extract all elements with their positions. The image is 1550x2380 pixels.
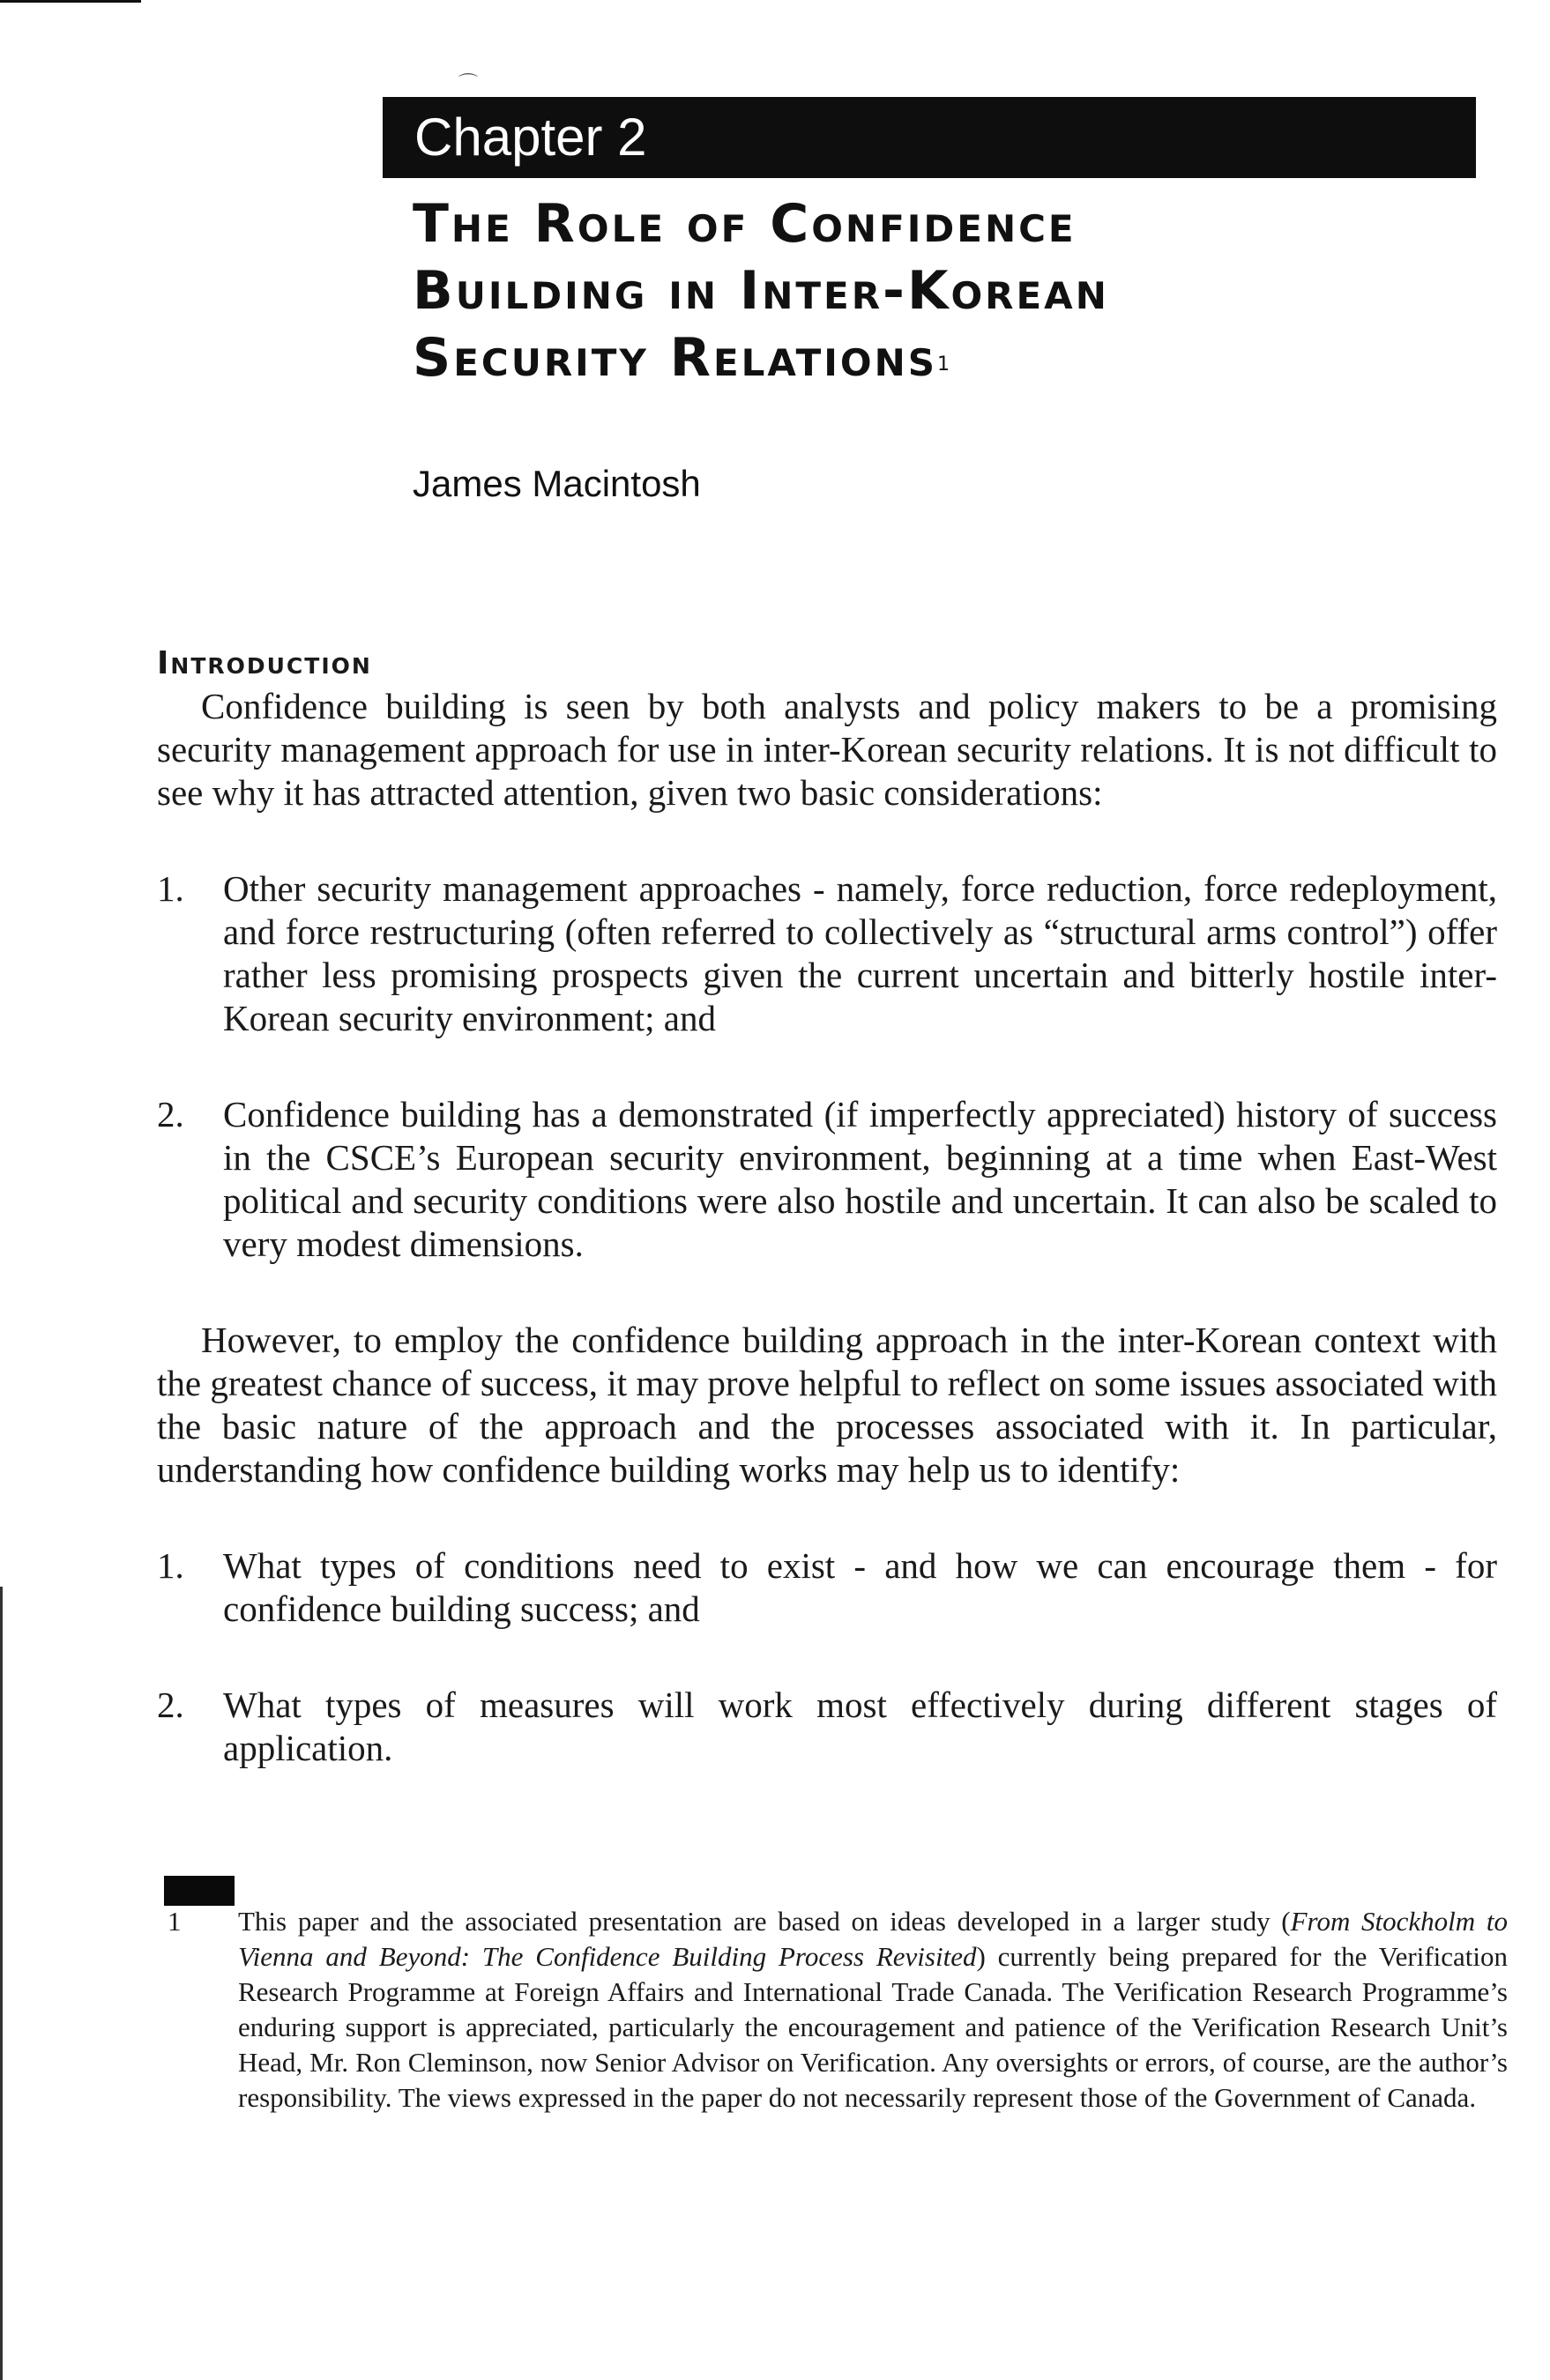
list-item-text: What types of conditions need to exist - and how we can encourage them - for confidence building success; and — [223, 1545, 1497, 1629]
footnote-number: 1 — [168, 1906, 182, 1937]
footnote-text-after: ) currently being prepared for the Verification Research Programme at Foreign Affairs and International Trade Canada. The Verification Research Programme’s enduring support is appreciated, particularly the encouragement and patience of the Verification Research Unit’s Head, Mr. Ron Cleminson, now Senior Advisor on Verification. Any oversights or errors, of course, are the author’s responsibility. The views expressed in the paper do not necessarily represent those of the Government of Canada. — [238, 1941, 1508, 2113]
intro-paragraph-1: Confidence building is seen by both analysts and policy makers to be a promising security management approach for use in inter-Korean security relations. It is not difficult to see why it has attracted attention, given two basic considerations: — [157, 686, 1497, 813]
title-line-3 — [413, 324, 1471, 391]
list-item-number: 1. — [157, 868, 184, 909]
title-line-3-text: Security Relations — [413, 327, 938, 389]
footnote-marker-bar — [164, 1876, 235, 1906]
list-item — [157, 867, 1497, 1040]
identify-list — [157, 1544, 1497, 1770]
title-line-2: Building in Inter-Korean — [413, 260, 1109, 322]
considerations-list — [157, 867, 1497, 1266]
title-footnote-ref[interactable]: 1 — [937, 353, 953, 376]
author-name: James Macintosh — [413, 463, 701, 504]
list-item-text: What types of measures will work most effectively during different stages of application. — [223, 1685, 1497, 1768]
list-item — [157, 1684, 1497, 1770]
scan-left-edge — [0, 1587, 3, 2380]
list-item — [157, 1093, 1497, 1266]
section-heading: Introduction — [157, 645, 372, 681]
scan-top-rule — [0, 0, 141, 3]
footnote-text — [238, 1904, 1508, 2116]
list-item-text: Confidence building has a demonstrated (if imperfectly appreciated) history of success in the CSCE’s European security environment, beginning at a time when East-West political and security conditions were also hostile and uncertain. It can also be scaled to very modest dimensions. — [223, 1094, 1497, 1264]
list-item-number: 2. — [157, 1094, 184, 1134]
list-item-number: 2. — [157, 1685, 184, 1725]
footnote-text-before: This paper and the associated presentation are based on ideas developed in a larger study ( — [238, 1906, 1291, 1937]
chapter-title — [413, 190, 1471, 391]
footnote-italic-title: From Stockholm to Vienna and Beyond: The Confidence Building Process Revisited — [238, 1906, 1508, 1972]
list-item-number: 1. — [157, 1545, 184, 1586]
list-item-text: Other security management approaches - namely, force reduction, force redeployment, and force restructuring (often referred to collectively as “structural arms control”) offer rather less promising prospects given the current uncertain and bitterly hostile inter-Korean security environment; and — [223, 868, 1497, 1038]
list-item — [157, 1544, 1497, 1631]
title-line-1: The Role of Confidence — [413, 193, 1077, 255]
scan-mark: ⌒ — [458, 73, 479, 95]
main-text — [157, 642, 1497, 1770]
footnote — [168, 1904, 1508, 2116]
chapter-label: Chapter 2 — [383, 97, 1476, 178]
intro-paragraph-2: However, to employ the confidence building approach in the inter-Korean context with the greatest chance of success, it may prove helpful to reflect on some issues associated with the basic nature of the approach and the processes associated with it. In particular, understanding how confidence building works may help us to identify: — [157, 1320, 1497, 1490]
